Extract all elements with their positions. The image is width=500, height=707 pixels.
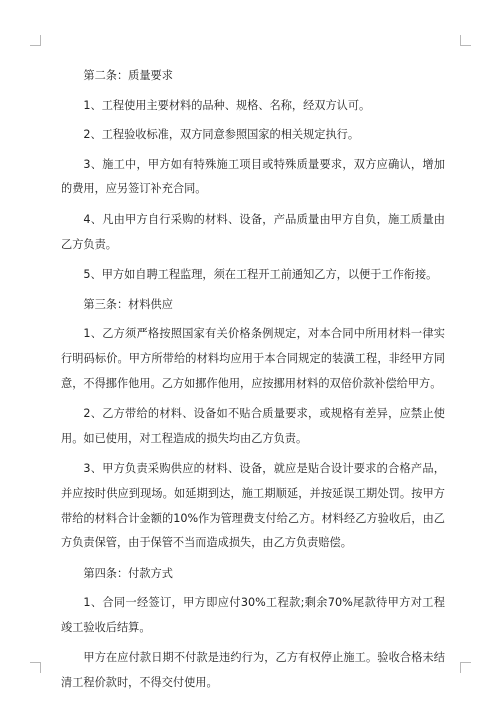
paragraph: 1、乙方须严格按照国家有关价格条例规定，对本合同中所用材料一律实行明码标价。甲方所带给的材料均应用于本合同规定的装潢工程，非经甲方同意，不得挪作他用。乙方如挪作他用，应按挪用材料的双倍价款补偿给甲方。 — [61, 327, 445, 390]
section-heading-materials: 第三条：材料供应 — [83, 297, 173, 311]
crop-mark-bottom-right — [460, 662, 471, 673]
paragraph: 1、合同一经签订，甲方即应付30%工程款;剩余70%尾款待甲方对工程竣工验收后结算。 — [61, 596, 445, 634]
section-heading-payment: 第四条：付款方式 — [83, 566, 173, 580]
paragraph: 5、甲方如自聘工程监理，须在工程开工前通知乙方，以便于工作衔接。 — [83, 268, 438, 282]
crop-mark-top-right — [460, 35, 471, 46]
crop-mark-top-left — [30, 35, 41, 46]
paragraph: 2、工程验收标准，双方同意参照国家的相关规定执行。 — [83, 128, 360, 142]
paragraph: 3、甲方负责采购供应的材料、设备，就应是贴合设计要求的合格产品，并应按时供应到现场。如延期到达，施工期顺延，并按延误工期处罚。按甲方带给的材料合计金额的10%作为管理费支付给乙方。材料经乙方验收后，由乙方负责保管，由于保管不当而造成损失，由乙方负责赔偿。 — [61, 462, 445, 550]
crop-mark-bottom-left — [30, 662, 41, 673]
paragraph: 2、乙方带给的材料、设备如不贴合质量要求，或规格有差异，应禁止使用。如已使用，对工程造成的损失均由乙方负责。 — [61, 407, 445, 445]
section-heading-quality: 第二条：质量要求 — [83, 69, 173, 82]
paragraph: 3、施工中，甲方如有特殊施工项目或特殊质量要求，双方应确认，增加的费用，应另签订补充合同。 — [61, 157, 445, 196]
paragraph: 1、工程使用主要材料的品种、规格、名称，经双方认可。 — [83, 98, 371, 112]
document-body — [61, 64, 445, 696]
paragraph: 甲方在应付款日期不付款是违约行为，乙方有权停止施工。验收合格未结清工程价款时，不得交付使用。 — [61, 651, 445, 690]
paragraph: 4、凡由甲方自行采购的材料、设备，产品质量由甲方自负，施工质量由乙方负责。 — [61, 212, 445, 251]
